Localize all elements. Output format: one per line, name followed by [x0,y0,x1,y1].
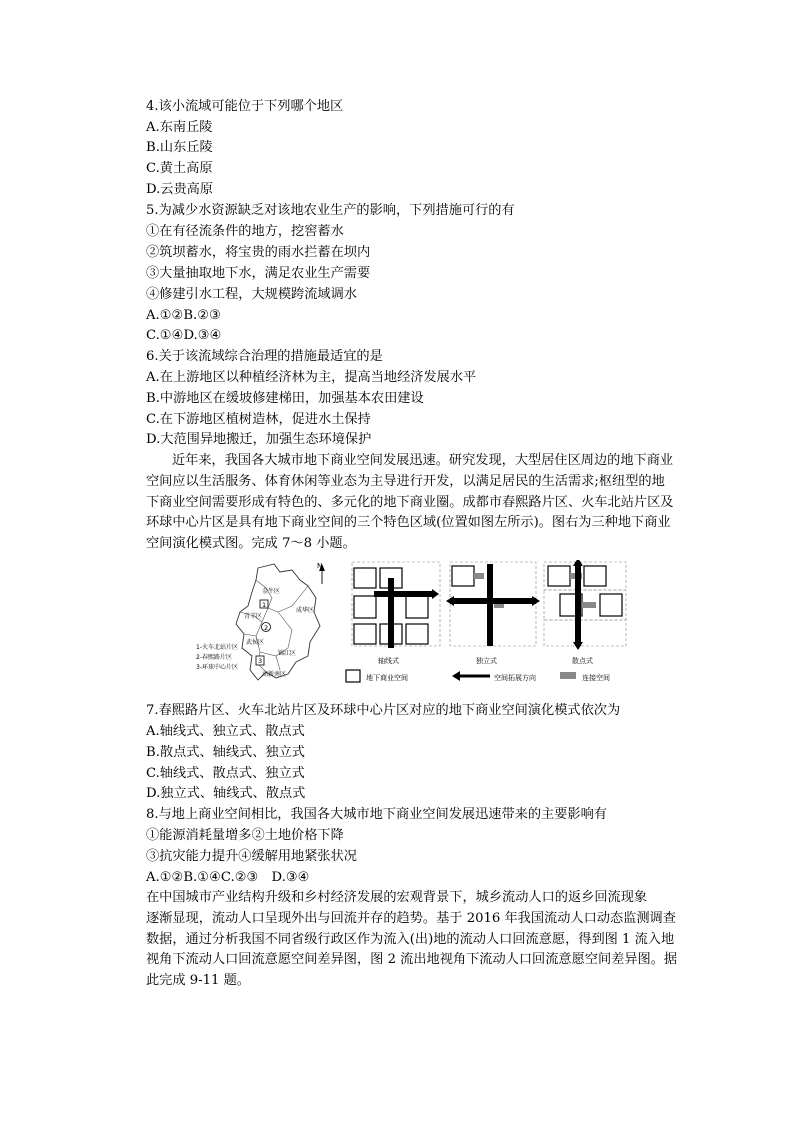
legend-direction-label: 空间拓展方向 [494,674,536,682]
legend-space-swatch [346,670,360,682]
legend-connect-swatch [560,672,576,679]
district-jinjiang: 锦江区 [278,650,297,657]
passage-migrant-return [146,888,676,992]
q6-option-a: A.在上游地区以种植经济林为主，提高当地经济发展水平 [146,370,477,385]
q6-stem: 6.关于该流域综合治理的措施最适宜的是 [146,349,383,364]
q6-option-b: B.中游地区在缓坡修建梯田，加强基本农田建设 [146,391,424,406]
figure-legend [346,670,610,682]
q6-option-c: C.在下游地区植树造林，促进水土保持 [146,412,371,427]
passage1-line-4: 环球中心片区是具有地下商业空间的三个特色区域(位置如图左所示)。图右为三种地下商业 [146,515,671,531]
q5-item-2: ②筑坝蓄水，将宝贵的雨水拦蓄在坝内 [146,245,371,260]
district-wuhou: 武侯区 [246,639,265,646]
model-axial [352,562,440,665]
passage2-line-4: 视角下流动人口回流意愿空间差异图，图 2 流出地视角下流动人口回流意愿空间差异图。据 [146,952,678,968]
passage1-line-3: 下商业空间需要形成有特色的、多元化的地下商业圈。成都市春熙路片区、火车北站片区及 [146,494,674,510]
q4-option-b: B.山东丘陵 [146,140,213,155]
marker-1: 1 [262,601,267,609]
passage1-line-5: 空间演化模式图。完成 7～8 小题。 [146,536,356,552]
q5-stem: 5.为减少水资源缺乏对该地农业生产的影响，下列措施可行的有 [146,203,515,218]
q6-option-d: D.大范围异地搬迁，加强生态环境保护 [146,432,372,447]
north-label: N [317,562,323,570]
legend-space-label: 地下商业空间 [366,674,408,682]
q4-stem: 4.该小流域可能位于下列哪个地区 [146,99,344,114]
q5-options-ab: A.①②B.②③ [146,308,221,323]
model-independent [446,562,540,665]
q5-options-cd: C.①④D.③④ [146,328,222,343]
q7-option-c: C.轴线式、散点式、独立式 [146,766,305,781]
q7-option-d: D.独立式、轴线式、散点式 [146,786,306,801]
model-scattered [544,560,626,665]
passage2-line-2: 逐渐显现，流动人口呈现外出与回流并存的趋势。基于 2016 年我国流动人口动态监测调查 [146,910,676,926]
map-legend-1: 1-火车北站片区 [196,644,238,651]
passage2-line-1: 在中国城市产业结构升级和乡村经济发展的宏观背景下，城乡流动人口的返乡回流现象 [146,890,648,905]
q7-stem: 7.春熙路片区、火车北站片区及环球中心片区对应的地下商业空间演化模式依次为 [146,703,621,718]
model-scattered-label: 散点式 [572,657,593,665]
district-gaoxinnan: 高新南区 [262,671,287,678]
passage1-line-2: 空间应以生活服务、体育休闲等业态为主导进行开发，以满足居民的生活需求;枢纽型的地 [146,473,665,489]
q4-option-d: D.云贵高原 [146,182,214,197]
q4-option-a: A.东南丘陵 [146,120,213,135]
map-legend-2: 2-春熙路片区 [196,654,232,661]
marker-3: 3 [258,657,263,665]
figure-chengdu-underground-commerce [196,560,646,690]
q8-items-34: ③抗灾能力提升④缓解用地紧张状况 [146,849,357,864]
model-axial-label: 轴线式 [378,657,399,665]
q5-item-1: ①在有径流条件的地方，挖窖蓄水 [146,224,344,239]
figure-svg [196,560,646,690]
legend-connect-label: 连接空间 [582,674,610,682]
q5-item-4: ④修建引水工程，大规模跨流域调水 [146,287,357,302]
marker-2: 2 [264,624,269,632]
q5-item-3: ③大量抽取地下水，满足农业生产需要 [146,266,371,281]
q7-option-a: A.轴线式、独立式、散点式 [146,724,305,739]
q8-stem: 8.与地上商业空间相比，我国各大城市地下商业空间发展迅速带来的主要影响有 [146,807,607,822]
q7-option-b: B.散点式、轴线式、独立式 [146,745,305,760]
district-chenghua: 成华区 [296,607,315,614]
model-independent-label: 独立式 [476,657,497,665]
chengdu-district-map [196,562,325,680]
q4-option-c: C.黄土高原 [146,161,213,176]
q8-items-12: ①能源消耗量增多②土地价格下降 [146,828,344,843]
passage2-line-5: 此完成 9-11 题。 [146,973,250,989]
map-legend-3: 3-环球中心片区 [196,664,238,671]
district-jinniu: 金牛区 [262,588,281,595]
q8-options: A.①②B.①④C.②③ D.③④ [146,870,310,885]
passage2-line-3: 数据，通过分析我国不同省级行政区作为流入(出)地的流动人口回流意愿，得到图 1 流入地 [146,931,675,947]
passage1-line-1: 近年来，我国各大城市地下商业空间发展迅速。研究发现，大型居住区周边的地下商业 [172,453,674,468]
passage-underground-commerce [146,451,676,555]
district-qingyang: 青羊区 [244,613,263,620]
